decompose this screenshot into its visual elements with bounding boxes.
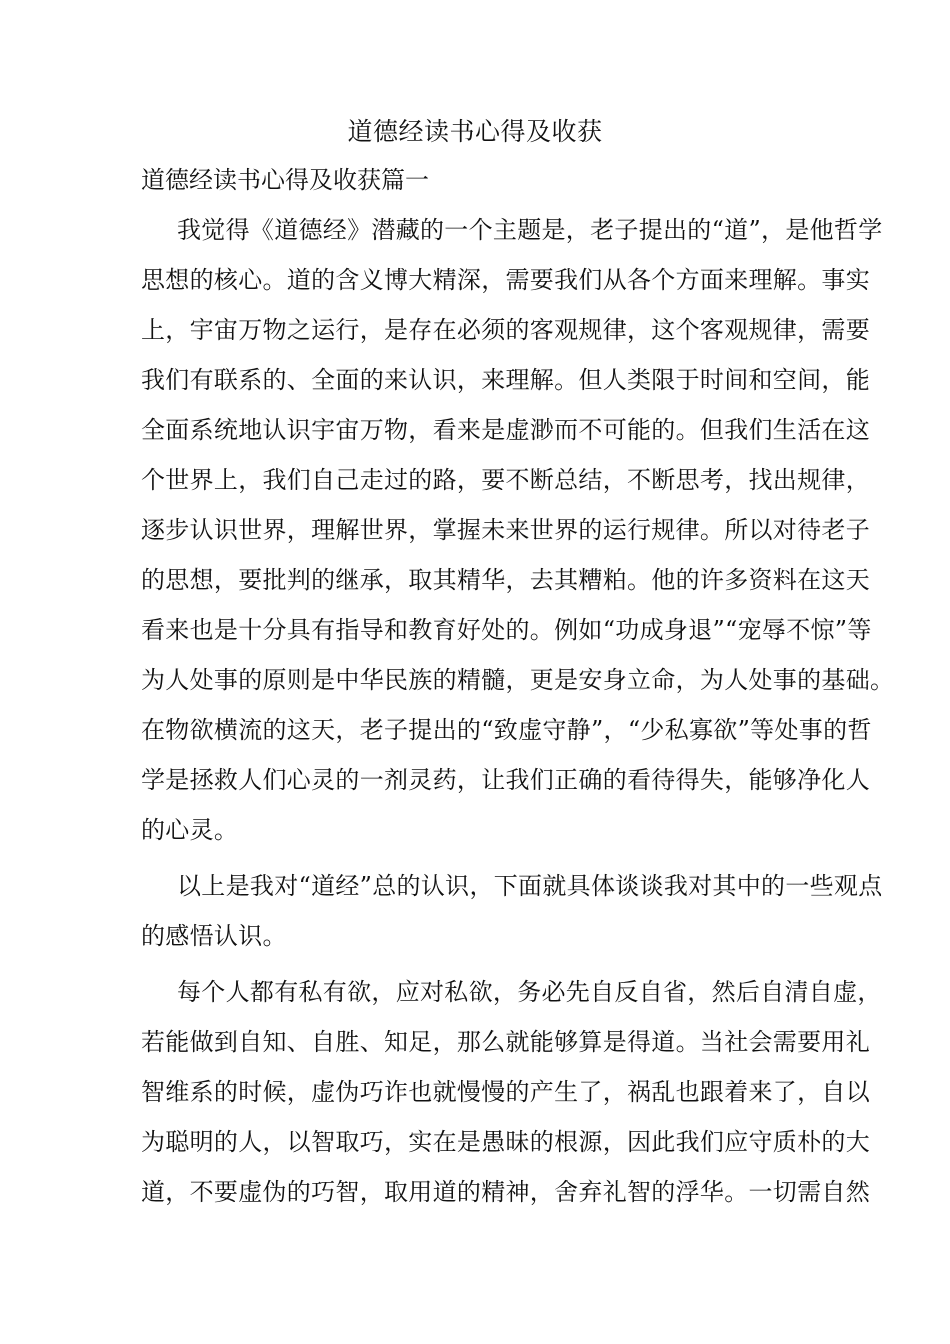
paragraph-line: 的感悟认识。 xyxy=(141,922,287,950)
paragraph-line: 思想的核心。道的含义博大精深，需要我们从各个方面来理解。事实 xyxy=(141,266,870,294)
paragraph-line: 全面系统地认识宇宙万物，看来是虚渺而不可能的。但我们生活在这 xyxy=(141,416,870,444)
body-paragraph xyxy=(141,967,882,1217)
paragraph-line: 以上是我对“道经”总的认识，下面就具体谈谈我对其中的一些观点 xyxy=(177,872,883,900)
paragraph-line: 在物欲横流的这天，老子提出的“致虚守静”，“少私寡欲”等处事的哲 xyxy=(141,716,872,744)
paragraph-line: 看来也是十分具有指导和教育好处的。例如“功成身退”“宠辱不惊”等 xyxy=(141,616,872,644)
paragraph-line: 逐步认识世界，理解世界，掌握未来世界的运行规律。所以对待老子 xyxy=(141,516,870,544)
paragraph-line: 我觉得《道德经》潜藏的一个主题是，老子提出的“道”，是他哲学 xyxy=(177,216,883,244)
body-paragraph xyxy=(141,205,895,855)
paragraph-line: 若能做到自知、自胜、知足，那么就能够算是得道。当社会需要用礼 xyxy=(141,1028,870,1056)
paragraph-line: 我们有联系的、全面的来认识，来理解。但人类限于时间和空间，能 xyxy=(141,366,870,394)
document-title: 道德经读书心得及收获 xyxy=(347,117,603,146)
paragraph-line: 的心灵。 xyxy=(141,816,239,844)
section-heading: 道德经读书心得及收获篇一 xyxy=(141,166,429,194)
paragraph-line: 为聪明的人，以智取巧，实在是愚昧的根源，因此我们应守质朴的大 xyxy=(141,1128,870,1156)
paragraph-line: 每个人都有私有欲，应对私欲，务必先自反自省，然后自清自虚， xyxy=(177,978,882,1006)
paragraph-line: 智维系的时候，虚伪巧诈也就慢慢的产生了，祸乱也跟着来了，自以 xyxy=(141,1078,870,1106)
body-paragraph xyxy=(141,861,883,961)
paragraph-line: 的思想，要批判的继承，取其精华，去其糟粕。他的许多资料在这天 xyxy=(141,566,870,594)
paragraph-line: 个世界上，我们自己走过的路，要不断总结，不断思考，找出规律， xyxy=(141,466,870,494)
paragraph-line: 学是拯救人们心灵的一剂灵药，让我们正确的看待得失，能够净化人 xyxy=(141,766,870,794)
paragraph-line: 上，宇宙万物之运行，是存在必须的客观规律，这个客观规律，需要 xyxy=(141,316,870,344)
document-body xyxy=(141,205,895,1223)
paragraph-line: 道，不要虚伪的巧智，取用道的精神，舍弃礼智的浮华。一切需自然 xyxy=(141,1178,870,1206)
paragraph-line: 为人处事的原则是中华民族的精髓，更是安身立命，为人处事的基础。 xyxy=(141,666,895,694)
